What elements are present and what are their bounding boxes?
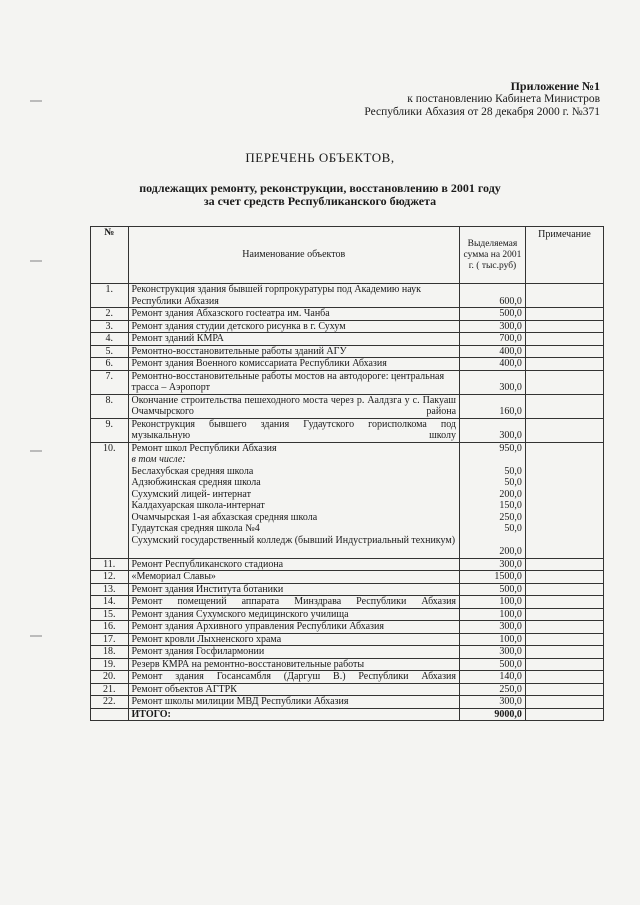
row-name: Ремонт здания Архивного управления Республики Абхазия [128, 621, 460, 634]
schools-including: в том числе: [131, 454, 186, 465]
row-name: «Мемориал Славы» [128, 571, 460, 584]
row-num: 1. [91, 284, 129, 308]
row-name: Ремонт здания Института ботаники [128, 583, 460, 596]
school-sum: 50,0 [504, 477, 522, 488]
row-name: Ремонт Республиканского стадиона [128, 558, 460, 571]
row-sum: 300,0 [460, 558, 526, 571]
row-name: Ремонтно-восстановительные работы зданий АГУ [128, 345, 460, 358]
row-num: 5. [91, 345, 129, 358]
row-note [525, 696, 603, 709]
row-sum: 500,0 [460, 658, 526, 671]
schools-sum: 950,0 [499, 442, 522, 454]
row-num: 22. [91, 696, 129, 709]
row-note [525, 394, 603, 418]
row-num: 15. [91, 608, 129, 621]
table-row [91, 394, 604, 418]
table-row [91, 683, 604, 696]
row-note [525, 284, 603, 308]
school-sum: 50,0 [504, 523, 522, 534]
row-note [525, 418, 603, 442]
row-sum: 100,0 [460, 596, 526, 609]
appendix-line: к постановлению Кабинета Министров [407, 93, 600, 105]
row-name: Ремонт зданий КМРА [128, 333, 460, 346]
row-note [525, 633, 603, 646]
appendix-line: Республики Абхазия от 28 декабря 2000 г. №371 [364, 106, 600, 118]
row-note [525, 583, 603, 596]
table-row [91, 583, 604, 596]
table-row [91, 596, 604, 609]
row-name: Ремонт помещений аппарата Минздрава Республики Абхазия [128, 596, 460, 609]
row-note [525, 646, 603, 659]
scan-artifact [30, 100, 42, 102]
table-row [91, 621, 604, 634]
row-name: Ремонтно-восстановительные работы мостов на автодороге: центральная трасса – Аэропорт [128, 370, 460, 394]
row-note [525, 683, 603, 696]
scan-artifact [30, 450, 42, 452]
table-row [91, 345, 604, 358]
row-note [525, 320, 603, 333]
appendix-title: Приложение №1 [510, 79, 600, 93]
row-name: Окончание строительства пешеходного моста через р. Аалдзга у с. Пакуаш Очамчырского района [128, 394, 460, 418]
table-row [91, 284, 604, 308]
row-num: 8. [91, 394, 129, 418]
row-num: 9. [91, 418, 129, 442]
row-num: 2. [91, 308, 129, 321]
table-row [91, 646, 604, 659]
row-sum: 100,0 [460, 633, 526, 646]
school-name: Гудаутская средняя школа №4 [131, 523, 260, 534]
row-name: Резерв КМРА на ремонтно-восстановительные работы [128, 658, 460, 671]
row-num: 6. [91, 358, 129, 371]
row-name: Ремонт здания Абхазского госteатра им. Чанба [128, 308, 460, 321]
row-note [525, 370, 603, 394]
row-sum: 500,0 [460, 308, 526, 321]
row-name: Ремонт здания Госфилармонии [128, 646, 460, 659]
row-name: Ремонт объектов АГТРК [128, 683, 460, 696]
table-row [91, 671, 604, 684]
subtitle-line: подлежащих ремонту, реконструкции, восстановлению в 2001 году [139, 181, 501, 195]
row-sum: 400,0 [460, 358, 526, 371]
table-row [91, 658, 604, 671]
row-name: Ремонт здания студии детского рисунка в г. Сухум [128, 320, 460, 333]
scan-artifact [30, 635, 42, 637]
row-sum: 600,0 [460, 284, 526, 308]
row-num: 14. [91, 596, 129, 609]
row-num: 19. [91, 658, 129, 671]
table-row [91, 558, 604, 571]
row-num: 11. [91, 558, 129, 571]
row-note [525, 442, 603, 558]
school-name: Калдахуарская школа-интернат [131, 500, 265, 511]
school-name: Адзюбжинская средняя школа [131, 477, 261, 488]
row-sum: 300,0 [460, 370, 526, 394]
row-num: 16. [91, 621, 129, 634]
row-name [128, 442, 460, 558]
row-sum: 400,0 [460, 345, 526, 358]
header-note: Примечание [525, 227, 603, 284]
scan-artifact [30, 260, 42, 262]
row-num: 20. [91, 671, 129, 684]
row-num: 7. [91, 370, 129, 394]
row-note [525, 571, 603, 584]
table-row [91, 696, 604, 709]
row-note [525, 596, 603, 609]
row-sum [460, 442, 526, 558]
total-note [525, 708, 603, 721]
school-sum: 50,0 [504, 465, 522, 477]
row-sum: 300,0 [460, 418, 526, 442]
row-name: Ремонт здания Военного комиссариата Республики Абхазия [128, 358, 460, 371]
row-sum: 250,0 [460, 683, 526, 696]
table-row [91, 320, 604, 333]
table-row [91, 333, 604, 346]
row-sum: 300,0 [460, 646, 526, 659]
table-total-row [91, 708, 604, 721]
row-note [525, 333, 603, 346]
row-note [525, 608, 603, 621]
row-sum: 300,0 [460, 621, 526, 634]
document-title: ПЕРЕЧЕНЬ ОБЪЕКТОВ, [245, 150, 395, 165]
school-name: Очамчырская 1-ая абхазская средняя школа [131, 511, 318, 523]
table-row-schools [91, 442, 604, 558]
row-sum: 140,0 [460, 671, 526, 684]
row-name: Реконструкция бывшего здания Гудаутского горисполкома под музыкальную школу [128, 418, 460, 442]
school-sum: 200,0 [499, 546, 522, 557]
row-sum: 1500,0 [460, 571, 526, 584]
row-num: 13. [91, 583, 129, 596]
row-note [525, 345, 603, 358]
document-subtitle [0, 182, 640, 208]
header-sum: Выделяемая сумма на 2001 г. ( тыс.руб) [460, 227, 526, 284]
school-sum: 200,0 [499, 488, 522, 500]
subtitle-line: за счет средств Республиканского бюджета [203, 194, 437, 208]
row-note [525, 671, 603, 684]
row-note [525, 558, 603, 571]
school-name: Беслахубская средняя школа [131, 465, 254, 477]
row-name: Ремонт здания Сухумского медицинского училища [128, 608, 460, 621]
row-num: 3. [91, 320, 129, 333]
schools-title: Ремонт школ Республики Абхазия [131, 442, 277, 454]
table-row [91, 370, 604, 394]
row-note [525, 658, 603, 671]
row-num: 12. [91, 571, 129, 584]
row-sum: 700,0 [460, 333, 526, 346]
school-name: Сухумский государственный колледж (бывший Индустриальный техникум) [131, 534, 456, 546]
appendix-block [240, 80, 600, 119]
table-row [91, 418, 604, 442]
table-row [91, 358, 604, 371]
header-num: № [91, 227, 129, 284]
row-name: Ремонт школы милиции МВД Республики Абхазия [128, 696, 460, 709]
table-row [91, 571, 604, 584]
row-num: 4. [91, 333, 129, 346]
row-sum: 160,0 [460, 394, 526, 418]
row-sum: 100,0 [460, 608, 526, 621]
table-row [91, 308, 604, 321]
school-name: Сухумский лицей- интернат [131, 488, 251, 500]
row-note [525, 621, 603, 634]
table-body [91, 284, 604, 721]
row-num: 18. [91, 646, 129, 659]
row-name: Реконструкция здания бывшей горпрокуратуры под Академию наук Республики Абхазия [128, 284, 460, 308]
row-sum: 500,0 [460, 583, 526, 596]
row-name: Ремонт кровли Лыхненского храма [128, 633, 460, 646]
header-name: Наименование объектов [128, 227, 460, 284]
total-label: ИТОГО: [128, 708, 460, 721]
row-note [525, 308, 603, 321]
row-num: 10. [91, 442, 129, 558]
objects-table [90, 226, 604, 721]
school-sum: 250,0 [499, 511, 522, 523]
row-note [525, 358, 603, 371]
table-row [91, 633, 604, 646]
row-num: 17. [91, 633, 129, 646]
table-header-row [91, 227, 604, 284]
school-sum: 150,0 [499, 500, 522, 511]
total-sum: 9000,0 [460, 708, 526, 721]
row-sum: 300,0 [460, 320, 526, 333]
row-name: Ремонт здания Госансамбля (Даргуш В.) Республики Абхазия [128, 671, 460, 684]
row-sum: 300,0 [460, 696, 526, 709]
row-num: 21. [91, 683, 129, 696]
total-num [91, 708, 129, 721]
table-row [91, 608, 604, 621]
